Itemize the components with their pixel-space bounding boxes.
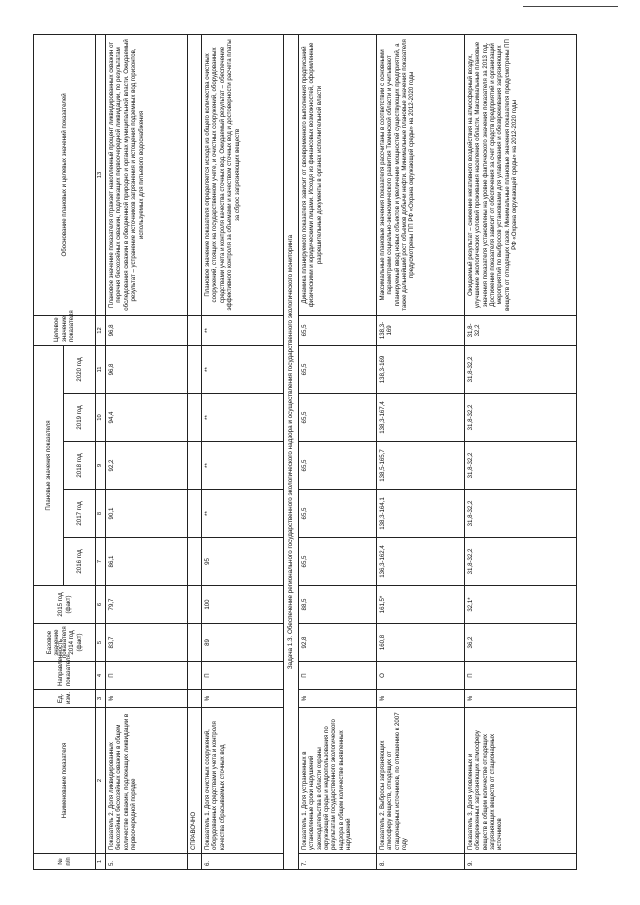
- header-base: Базовое значение показателя 2014 год (факт): [34, 624, 96, 662]
- row-base: 36,2: [464, 624, 576, 662]
- row-name: Показатель 2. Доля ликвидированных бесхозяйных бесхозяйных скважин в общем количестве скважин, подлежащих ликвидации в первоочередной порядке: [106, 708, 188, 854]
- row-justification: Динамика планируемого показателя зависит от своевременного выполнения предписаний физическими и юридическими лицами. Исходя из финансовых возможностей, оформленные разрешительные документы в органах исполнительной власти: [298, 34, 376, 315]
- row-plan-2019: 94,4: [106, 394, 188, 442]
- column-number: 8: [96, 490, 106, 538]
- table-row: [464, 34, 576, 869]
- table-row: [298, 34, 376, 869]
- row-target: 138,3-169: [376, 315, 464, 345]
- row-unit: %: [376, 690, 464, 708]
- row-direction: П: [106, 662, 188, 690]
- column-number: 4: [96, 662, 106, 690]
- row-name: Показатель 3. Доля уловленных и обезвреженных загрязняющих атмосферу веществ в общем количестве отходящих загрязняющих веществ от стационарных источников: [464, 708, 576, 854]
- row-no: 8.: [376, 854, 464, 870]
- row-justification: Максимальные плановые значения показателя рассчитаны в соответствии с основными параметрами социально-экономического развития Тюменской области и учитывают планируемый ввод новых объектов и увеличение мощностей существующих предприятий, а также дальнейший рост объемов добычи нефти. Минимальные плановые значения показателя предусмотрены ПП РФ «Охрана окружающей среды» на 2012-2020 годы: [376, 34, 464, 315]
- column-number: 9: [96, 442, 106, 490]
- row-plan-2016: 95: [202, 538, 284, 586]
- row-plan-2017: 90,1: [106, 490, 188, 538]
- row-no: 7.: [298, 854, 376, 870]
- row-justification: Плановое значение показателя отражает накопленный процент ликвидированных скважин от перечня бесхозяйных скважин, подлежащих первоочередной ликвидации, по результатам обследования скважин в обводненной природно и органах муниципальной власти. Ожидаемый результат – устранение источников загрязнения и истощения подземных вод горизонтов, используемых для питьевого водоснабжения: [106, 34, 188, 315]
- row-plan-2019: 65,5: [298, 394, 376, 442]
- row-plan-2016: 31,8-32,2: [464, 538, 576, 586]
- header-planned-group: Плановые значения показателя: [34, 345, 64, 585]
- column-number: 3: [96, 690, 106, 708]
- row-plan-2018: 138,5-165,7: [376, 442, 464, 490]
- column-number: 1: [96, 854, 106, 870]
- rotated-document-sheet: [33, 35, 608, 870]
- row-plan-2016: 136,3-162,4: [376, 538, 464, 586]
- reference-label: СПРАВОЧНО: [188, 708, 202, 854]
- row-justification: Ожидаемый результат – снижение негативного воздействия на атмосферный воздух, улучшение экологических условий проживания населения области. Максимальные плановые значения показателя установлены на уровне фактического значения показателя за 2013 год. Достижение показателя зависит от обеспечения за счет средств предприятий и организаций мероприятий по выбросов установками для улавливания и обезвреживания загрязняющих веществ от отходящих газов. Минимальные плановые значения показателя предусмотрены ПП РФ «Охрана окружающей среды» на 2012-2020 годы: [464, 34, 576, 315]
- header-direction: Направленность показателя: [34, 662, 96, 690]
- row-plan-2019: **: [202, 394, 284, 442]
- row-base: 83,7: [106, 624, 188, 662]
- row-name: Показатель 2. Выбросы загрязняющих атмосферу веществ, отходящих от стационарных источников, по отношению к 2007 году: [376, 708, 464, 854]
- header-2015: 2015 год (факт): [34, 586, 96, 624]
- page-header-line: [523, 6, 618, 7]
- table-row: [376, 34, 464, 869]
- header-target: Целевое значение показателя: [34, 315, 96, 345]
- row-plan-2019: 31,8-32,2: [464, 394, 576, 442]
- row-target: **: [202, 315, 284, 345]
- header-name: Наименование показателя: [34, 708, 96, 854]
- row-direction: П: [298, 662, 376, 690]
- column-number: 5: [96, 624, 106, 662]
- row-plan-2020: **: [202, 345, 284, 393]
- header-year-2020: 2020 год: [64, 345, 96, 393]
- task-row: [284, 34, 299, 869]
- row-unit: %: [464, 690, 576, 708]
- row-direction: П: [202, 662, 284, 690]
- row-target: 96,8: [106, 315, 188, 345]
- row-base: 89: [202, 624, 284, 662]
- row-base: 160,8: [376, 624, 464, 662]
- row-plan-2017: 65,5: [298, 490, 376, 538]
- row-no: 5.: [106, 854, 188, 870]
- row-no: 9.: [464, 854, 576, 870]
- column-number: 11: [96, 345, 106, 393]
- row-name: Показатель 1. Доля очистных сооружений, оборудованных средствами учета и контроля качества сбрасываемых сточных вод: [202, 708, 284, 854]
- reference-row: [188, 34, 202, 869]
- row-plan-2017: **: [202, 490, 284, 538]
- column-number: 13: [96, 34, 106, 315]
- column-number: 2: [96, 708, 106, 854]
- row-2015: 100: [202, 586, 284, 624]
- row-plan-2018: 65,5: [298, 442, 376, 490]
- column-number: 10: [96, 394, 106, 442]
- row-unit: %: [202, 690, 284, 708]
- column-number: 12: [96, 315, 106, 345]
- column-number: 6: [96, 586, 106, 624]
- row-2015: 32,1*: [464, 586, 576, 624]
- header-year-2017: 2017 год: [64, 490, 96, 538]
- row-direction: О: [376, 662, 464, 690]
- row-plan-2020: 96,8: [106, 345, 188, 393]
- row-direction: П: [464, 662, 576, 690]
- row-plan-2018: 31,8-32,2: [464, 442, 576, 490]
- header-year-2019: 2019 год: [64, 394, 96, 442]
- row-2015: 79,7: [106, 586, 188, 624]
- indicators-table: [33, 34, 577, 870]
- row-name: Показатель 1. Доля устраненных в установленные сроки нарушений законодательства в области охраны окружающей среды и недропользования по результатам государственного экологического надзора в общем количестве выявленных нарушений: [298, 708, 376, 854]
- row-target: 65,5: [298, 315, 376, 345]
- column-numbers-row: [96, 34, 106, 869]
- row-base: 92,8: [298, 624, 376, 662]
- row-no: 6.: [202, 854, 284, 870]
- column-number: 7: [96, 538, 106, 586]
- row-plan-2020: 65,5: [298, 345, 376, 393]
- row-target: 31,8-32,2: [464, 315, 576, 345]
- row-plan-2018: 92,2: [106, 442, 188, 490]
- row-plan-2020: 138,3-169: [376, 345, 464, 393]
- header-year-2018: 2018 год: [64, 442, 96, 490]
- task-heading: Задача 1.3. Обеспечение регионального государственного экологического надзора и осуществления государственного экологического мониторинга: [284, 34, 299, 869]
- header-justification: Обоснование плановых и целевых значений показателей: [34, 34, 96, 315]
- row-plan-2016: 65,5: [298, 538, 376, 586]
- row-2015: 88,5: [298, 586, 376, 624]
- header-year-2016: 2016 год: [64, 538, 96, 586]
- row-plan-2017: 31,8-32,2: [464, 490, 576, 538]
- header-no: № п/п: [34, 854, 96, 870]
- row-plan-2017: 138,3-164,1: [376, 490, 464, 538]
- row-plan-2016: 86,1: [106, 538, 188, 586]
- table-row: [202, 34, 284, 869]
- row-unit: %: [106, 690, 188, 708]
- row-plan-2019: 138,3-167,4: [376, 394, 464, 442]
- row-justification: Плановое значение показателя определяется исходя из общего количества очистных сооружений, стоящих на государственном учете, и очистных сооружений, оборудованных средствами учета и контроля качества сточных вод. Ожидаемый результат – обеспечение эффективного контроля за объемами и качеством сточных вод и достоверности расчета платы за сброс загрязняющих веществ: [202, 34, 284, 315]
- row-2015: 161,5*: [376, 586, 464, 624]
- row-plan-2020: 31,8-32,2: [464, 345, 576, 393]
- table-row: [106, 34, 188, 869]
- row-plan-2018: **: [202, 442, 284, 490]
- row-unit: %: [298, 690, 376, 708]
- header-unit: Ед. изм.: [34, 690, 96, 708]
